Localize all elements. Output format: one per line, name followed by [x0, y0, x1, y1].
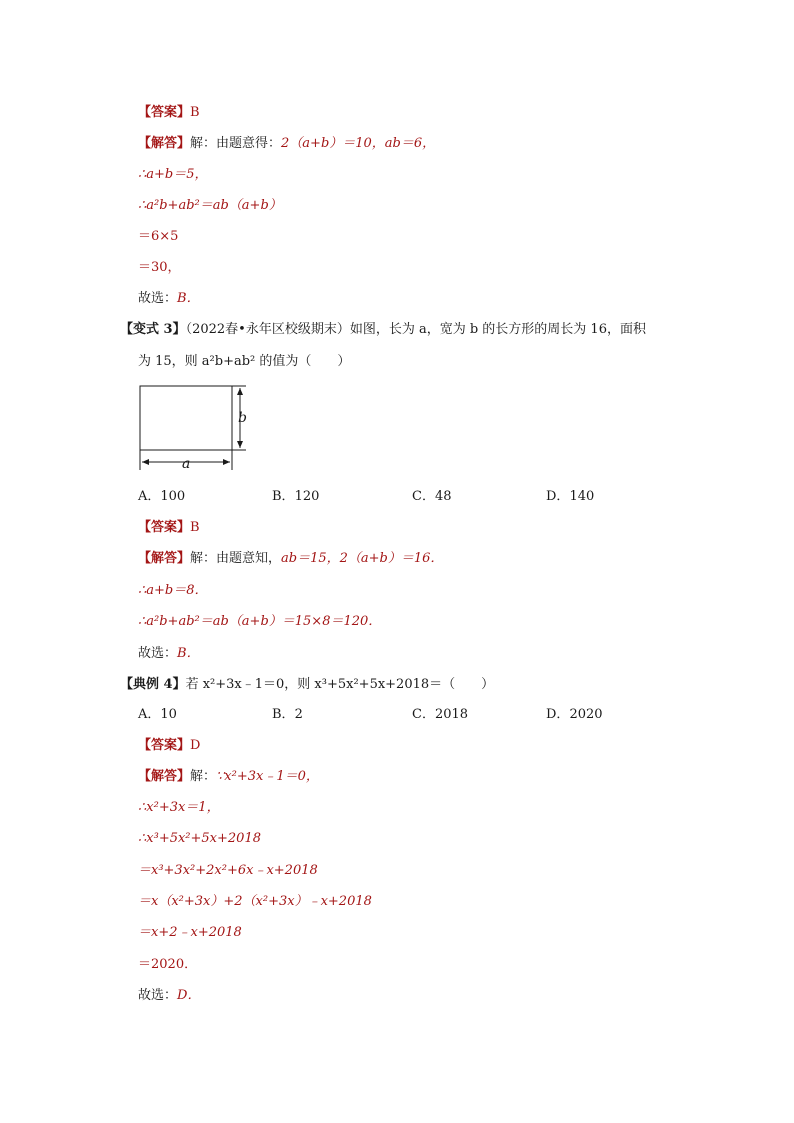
option-d: D．2020: [546, 707, 603, 722]
choice-line: [138, 290, 200, 308]
answer-line-2: [138, 519, 200, 537]
solution-intro: 解：由题意得：: [190, 136, 282, 151]
step-line: ＝30，: [138, 260, 181, 275]
answer-tag: 【答案】: [138, 738, 191, 753]
solution-line-3: [138, 768, 319, 786]
answer-value: D: [190, 738, 201, 753]
figure-label-b: b: [238, 410, 247, 426]
choice-label: 故选：: [138, 988, 178, 1003]
option-a: A．100: [138, 489, 186, 504]
solution-line-1: [138, 135, 435, 153]
step-line: ∴x³+5x²+5x+2018: [138, 831, 261, 846]
option-d: D．140: [546, 489, 595, 504]
solution-intro: 解：由题意知，: [190, 551, 282, 566]
example4-question: [120, 676, 494, 694]
step-line: ＝x（x²+3x）+2（x²+3x）﹣x+2018: [138, 894, 372, 909]
example4-tag: 【典例 4】: [120, 677, 186, 692]
option-a: A．10: [138, 707, 177, 722]
step-line: ＝6×5: [138, 229, 179, 244]
rectangle-figure: [134, 380, 260, 476]
example4-text: 若 x²+3x﹣1＝0，则 x³+5x²+5x+2018＝（ ）: [185, 677, 495, 692]
given-equation: ∵x²+3x﹣1＝0，: [216, 769, 319, 784]
choice-line: [138, 645, 200, 663]
step-line: ＝x+2﹣x+2018: [138, 925, 242, 940]
choice-value: B．: [177, 646, 200, 661]
variant3-question-line2: 为 15，则 a²b+ab² 的值为（ ）: [138, 354, 351, 369]
choice-value: B．: [177, 291, 200, 306]
choice-line: [138, 987, 200, 1005]
answer-value: B: [190, 520, 200, 535]
step-line: ∴x²+3x＝1，: [138, 800, 220, 815]
figure-label-a: a: [182, 456, 191, 472]
step-line: ∴a+b＝5，: [138, 167, 208, 182]
step-line: ∴a²b+ab²＝ab（a+b）＝15×8＝120．: [138, 614, 382, 629]
solution-tag: 【解答】: [138, 136, 191, 151]
variant3-tag: 【变式 3】: [120, 322, 186, 337]
option-b: B．2: [272, 707, 303, 722]
step-line: ＝x³+3x²+2x²+6x﹣x+2018: [138, 863, 318, 878]
given-equation: 2（a+b）＝10，ab＝6，: [281, 136, 436, 151]
solution-tag: 【解答】: [138, 551, 191, 566]
variant3-question-line1: [120, 321, 646, 339]
step-line: ∴a²b+ab²＝ab（a+b）: [138, 198, 282, 213]
solution-intro: 解：: [190, 769, 217, 784]
choice-value: D．: [177, 988, 201, 1003]
answer-line-1: [138, 104, 200, 122]
option-c: C．48: [412, 489, 452, 504]
choice-label: 故选：: [138, 646, 178, 661]
choice-label: 故选：: [138, 291, 178, 306]
answer-value: B: [190, 105, 200, 120]
option-c: C．2018: [412, 707, 469, 722]
answer-tag: 【答案】: [138, 105, 191, 120]
answer-tag: 【答案】: [138, 520, 191, 535]
answer-line-3: [138, 737, 200, 755]
solution-line-2: [138, 550, 443, 568]
variant3-text-1: （2022春•永年区校级期末）如图，长为 a，宽为 b 的长方形的周长为 16，面积: [185, 322, 646, 337]
option-b: B．120: [272, 489, 320, 504]
given-equation: ab＝15，2（a+b）＝16．: [281, 551, 444, 566]
solution-tag: 【解答】: [138, 769, 191, 784]
step-line: ＝2020．: [138, 957, 198, 972]
step-line: ∴a+b＝8．: [138, 583, 208, 598]
